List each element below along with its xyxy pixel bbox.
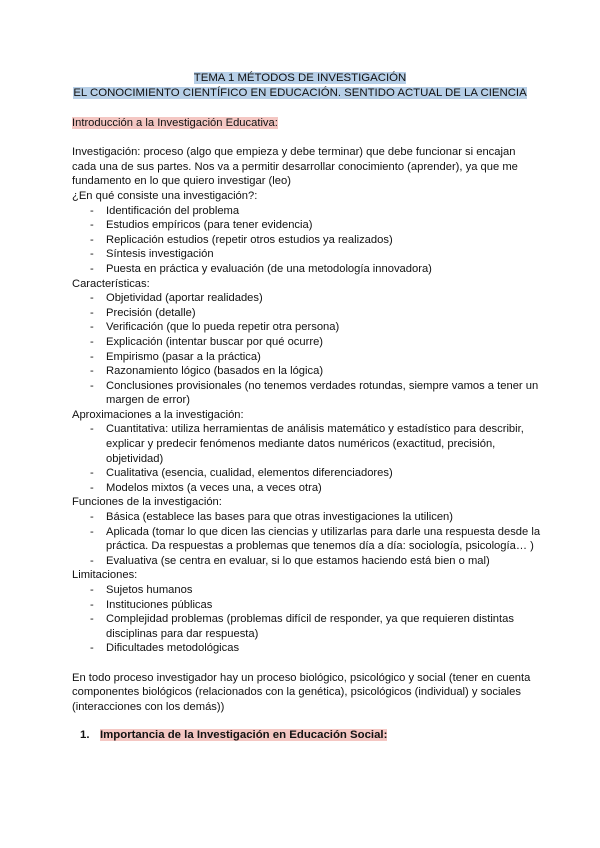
section-heading (72, 728, 542, 743)
list-item: - Empirismo (pasar a la práctica) (72, 350, 542, 365)
title-line-2: EL CONOCIMIENTO CIENTÍFICO EN EDUCACIÓN. SENTIDO ACTUAL DE LA CIENCIA (73, 87, 527, 99)
section-title: Funciones de la investigación: (72, 496, 222, 509)
bullet-list (72, 204, 542, 277)
section-title: Características: (72, 277, 150, 290)
list-item: - Dificultades metodológicas (72, 641, 542, 656)
list-item: - Puesta en práctica y evaluación (de una metodología innovadora) (72, 262, 542, 277)
title-line-1: TEMA 1 MÉTODOS DE INVESTIGACIÓN (193, 72, 407, 84)
document-body (72, 116, 542, 743)
list-item: - Sujetos humanos (72, 583, 542, 598)
list-item: - Explicación (intentar buscar por qué ocurre) (72, 335, 542, 350)
list-item: - Instituciones públicas (72, 598, 542, 613)
section-title: Limitaciones: (72, 569, 138, 582)
list-item: - Síntesis investigación (72, 247, 542, 262)
section-heading-number: 1. (80, 729, 90, 742)
list-item: - Básica (establece las bases para que otras investigaciones la utilicen) (72, 510, 542, 525)
list-item: - Evaluativa (se centra en evaluar, si lo que estamos haciendo está bien o mal) (72, 554, 542, 569)
bullet-list (72, 291, 542, 408)
list-item: - Objetividad (aportar realidades) (72, 291, 542, 306)
investigacion-paragraph: Investigación: proceso (algo que empieza y debe terminar) que debe funcionar si encajan cada una de sus partes. Nos va a permitir desarrollar conocimiento (aprender), ya que me fundamento en lo que quiero investigar (leo) (72, 146, 518, 188)
list-item: - Cualitativa (esencia, cualidad, elementos diferenciadores) (72, 466, 542, 481)
list-item: - Razonamiento lógico (basados en la lógica) (72, 364, 542, 379)
list-item: - Cuantitativa: utiliza herramientas de análisis matemático y estadístico para describir, explicar y predecir fenómenos mediante datos numéricos (exactitud, precisión, objetividad) (72, 422, 542, 466)
section-title: ¿En qué consiste una investigación?: (72, 189, 258, 202)
list-item: - Precisión (detalle) (72, 306, 542, 321)
section-heading-text: Importancia de la Investigación en Educación Social: (100, 729, 388, 742)
list-item: - Identificación del problema (72, 204, 542, 219)
bullet-list (72, 422, 542, 495)
list-item: - Replicación estudios (repetir otros estudios ya realizados) (72, 233, 542, 248)
bullet-list (72, 510, 542, 568)
list-item: - Modelos mixtos (a veces una, a veces otra) (72, 481, 542, 496)
list-item: - Estudios empíricos (para tener evidencia) (72, 218, 542, 233)
list-item: - Complejidad problemas (problemas difícil de responder, ya que requieren distintas disciplinas para dar respuesta) (72, 612, 542, 641)
list-item: - Aplicada (tomar lo que dicen las ciencias y utilizarlas para darle una respuesta desde la práctica. Da respuestas a problemas que tenemos día a día: sociología, psicología… ) (72, 525, 542, 554)
section-title: Aproximaciones a la investigación: (72, 408, 244, 421)
list-item: - Verificación (que lo pueda repetir otra persona) (72, 320, 542, 335)
closing-paragraph: En todo proceso investigador hay un proceso biológico, psicológico y social (tener en cuenta componentes biológicos (relacionados con la genética), psicológicos (individual) y sociales (interacciones con los demás)) (72, 671, 531, 713)
intro-heading: Introducción a la Investigación Educativa: (72, 117, 278, 129)
list-item: - Conclusiones provisionales (no tenemos verdades rotundas, siempre vamos a tener un margen de error) (72, 379, 542, 408)
bullet-list (72, 583, 542, 656)
document-title (0, 71, 600, 101)
